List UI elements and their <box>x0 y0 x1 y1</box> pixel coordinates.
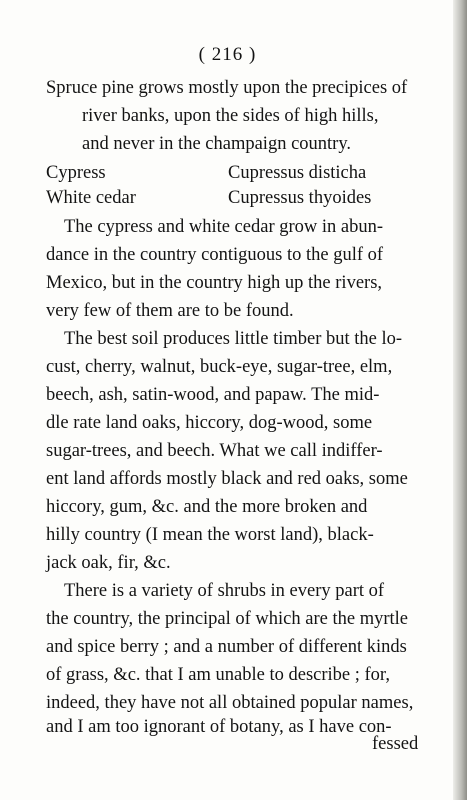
text-line: and never in the champaign country. <box>82 134 352 154</box>
text-line: the country, the principal of which are the myrtle <box>46 609 408 629</box>
species-common-name: White cedar <box>46 188 136 208</box>
text-line: ent land affords mostly black and red oaks, some <box>46 469 408 489</box>
text-line: indeed, they have not all obtained popular names, <box>46 693 414 713</box>
text-line: beech, ash, satin-wood, and papaw. The mid- <box>46 385 380 405</box>
text-line: The best soil produces little timber but the lo- <box>64 329 403 349</box>
text-line: very few of them are to be found. <box>46 301 294 321</box>
species-latin-name: Cupressus disticha <box>228 163 367 183</box>
text-line: The cypress and white cedar grow in abun- <box>64 217 384 237</box>
text-line: hiccory, gum, &c. and the more broken and <box>46 497 368 517</box>
text-line: Spruce pine grows mostly upon the precipices of <box>46 78 408 98</box>
text-line: and spice berry ; and a number of different kinds <box>46 637 407 657</box>
text-line: Mexico, but in the country high up the rivers, <box>46 273 383 293</box>
catchword: fessed <box>372 734 419 754</box>
species-common-name: Cypress <box>46 163 106 183</box>
text-line: of grass, &c. that I am unable to describe ; for, <box>46 665 390 685</box>
text-line: cust, cherry, walnut, buck-eye, sugar-tree, elm, <box>46 357 393 377</box>
page-gutter-shadow <box>453 0 467 800</box>
page-number: ( 216 ) <box>198 44 257 65</box>
text-line: dance in the country contiguous to the gulf of <box>46 245 384 265</box>
species-latin-name: Cupressus thyoides <box>228 188 372 208</box>
text-line: There is a variety of shrubs in every part of <box>64 581 385 601</box>
text-line: jack oak, fir, &c. <box>46 553 171 573</box>
text-line: sugar-trees, and beech. What we call indiffer- <box>46 441 383 461</box>
text-line: dle rate land oaks, hiccory, dog-wood, some <box>46 413 373 433</box>
text-line: hilly country (I mean the worst land), black- <box>46 525 374 545</box>
text-line: and I am too ignorant of botany, as I have con- <box>46 717 392 737</box>
text-line: river banks, upon the sides of high hills, <box>82 106 379 126</box>
